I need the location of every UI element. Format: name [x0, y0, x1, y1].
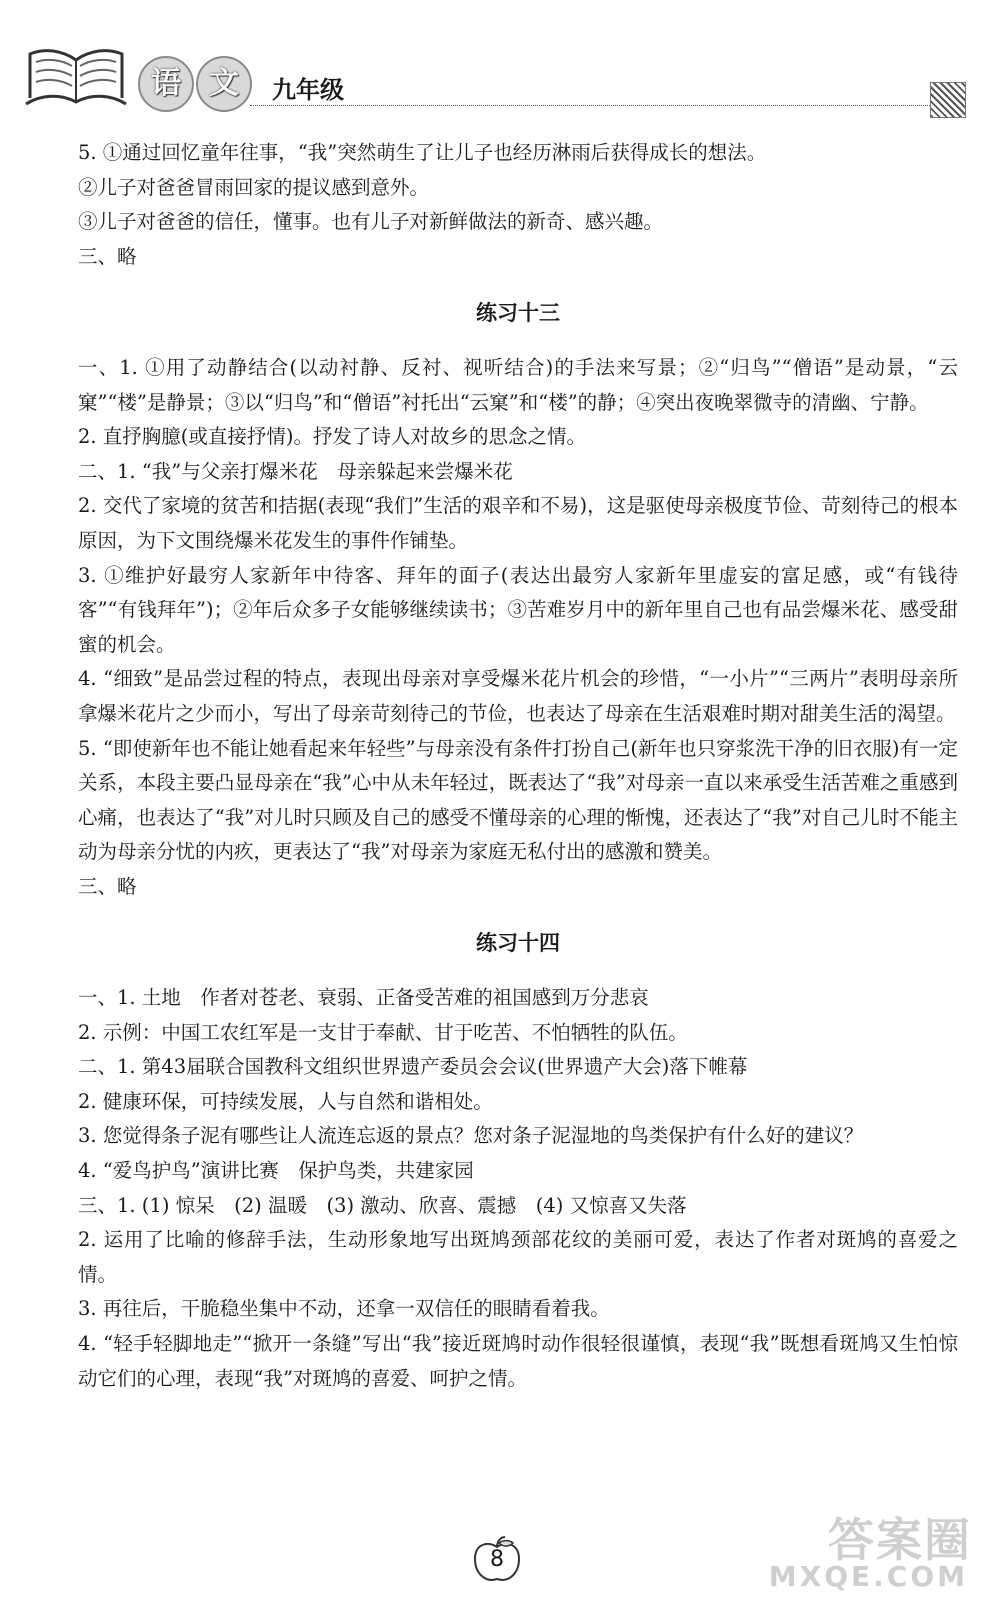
- answer-paragraph: 三、1. (1) 惊呆 (2) 温暖 (3) 激动、欣喜、震撼 (4) 又惊喜又失落: [78, 1193, 687, 1217]
- answer-paragraph: 2. 交代了家境的贫苦和拮据(表现“我们”生活的艰辛和不易)，这是驱使母亲极度节俭、苛刻待己的根本原因，为下文围绕爆米花发生的事件作铺垫。: [78, 494, 958, 552]
- answer-paragraph: 2. 示例：中国工农红军是一支甘于奉献、甘于吃苦、不怕牺牲的队伍。: [78, 1020, 688, 1044]
- page-header: [0, 0, 996, 130]
- answer-line: 三、略: [78, 244, 137, 268]
- open-book-icon: [22, 44, 130, 112]
- answer-paragraph: 2. 直抒胸臆(或直接抒情)。抒发了诗人对故乡的思念之情。: [78, 425, 587, 449]
- answer-paragraph: 2. 健康环保，可持续发展，人与自然和谐相处。: [78, 1089, 493, 1113]
- answer-paragraph: 二、1. 第43届联合国教科文组织世界遗产委员会会议(世界遗产大会)落下帷幕: [78, 1055, 748, 1079]
- answer-paragraph: 4. “轻手轻脚地走”“掀开一条缝”写出“我”接近斑鸠时动作很轻很谨慎，表现“我”既想看斑鸠又生怕惊动它们的心理，表现“我”对斑鸠的喜爱、呵护之情。: [78, 1332, 958, 1390]
- answer-line: 5. ①通过回忆童年往事，“我”突然萌生了让儿子也经历淋雨后获得成长的想法。: [78, 141, 767, 164]
- answer-paragraph: 一、1. 土地 作者对苍老、衰弱、正备受苦难的祖国感到万分悲哀: [78, 986, 649, 1010]
- corner-pattern-icon: [930, 82, 966, 118]
- page-content: [78, 136, 958, 1396]
- answer-paragraph: 二、1. “我”与父亲打爆米花 母亲躲起来尝爆米花: [78, 459, 513, 483]
- section-title-14: 练习十四: [476, 931, 560, 956]
- watermark-title: 答案圈: [828, 1513, 972, 1567]
- subject-char-1: 语: [138, 56, 194, 112]
- answer-paragraph: 2. 运用了比喻的修辞手法，生动形象地写出斑鸠颈部花纹的美丽可爱，表达了作者对斑鸠的喜爱之情。: [78, 1228, 958, 1286]
- answer-paragraph: 4. “爱鸟护鸟”演讲比赛 保护鸟类，共建家园: [78, 1159, 474, 1183]
- answer-line: ②儿子对爸爸冒雨回家的提议感到意外。: [78, 175, 430, 199]
- answer-paragraph: 三、略: [78, 874, 137, 898]
- section-title-13: 练习十三: [476, 301, 560, 326]
- answer-paragraph: 5. “即使新年也不能让她看起来年轻些”与母亲没有条件打扮自己(新年也只穿浆洗干净的旧衣服)有一定关系，本段主要凸显母亲在“我”心中从未年轻过，既表达了“我”对母亲一直以来承受生活苦难之重感到心痛，也表达了“我”对儿时只顾及自己的感受不懂母亲的心理的惭愧，还表达了“我”对自己儿时不能主动为母亲分忧的内疚，更表达了“我”对母亲为家庭无私付出的感激和赞美。: [78, 736, 958, 864]
- answer-paragraph: 3. ①维护好最穷人家新年中待客、拜年的面子(表达出最穷人家新年里虚妄的富足感，或“有钱待客”“有钱拜年”)；②年后众多子女能够继续读书；③苦难岁月中的新年里自己也有品尝爆米花、感受甜蜜的机会。: [78, 563, 958, 656]
- header-divider: [250, 105, 934, 106]
- page-number-text: 8: [490, 1547, 504, 1572]
- page-number: [469, 1535, 525, 1585]
- answer-paragraph: 3. 再往后，干脆稳坐集中不动，还拿一双信任的眼睛看着我。: [78, 1297, 610, 1321]
- subject-char-2: 文: [196, 56, 252, 112]
- watermark-logo: [732, 1504, 982, 1594]
- answer-paragraph: 4. “细致”是品尝过程的特点，表现出母亲对享受爆米花片机会的珍惜，“一小片”“三两片”表明母亲所拿爆米花片之少而小，写出了母亲苛刻待己的节俭，也表达了母亲在生活艰难时期对甜美生活的渴望。: [78, 667, 958, 725]
- grade-label: 九年级: [272, 76, 344, 104]
- answer-paragraph: 3. 您觉得条子泥有哪些让人流连忘返的景点？您对条子泥湿地的鸟类保护有什么好的建议？: [78, 1124, 864, 1148]
- answer-paragraph: 一、1. ①用了动静结合(以动衬静、反衬、视听结合)的手法来写景；②“归鸟”“僧语”是动景，“云窠”“楼”是静景；③以“归鸟”和“僧语”衬托出“云窠”和“楼”的静；④突出夜晚翠微寺的清幽、宁静。: [78, 355, 958, 414]
- answer-line: ③儿子对爸爸的信任，懂事。也有儿子对新鲜做法的新奇、感兴趣。: [78, 210, 664, 234]
- watermark-url: MXQE.COM: [768, 1560, 968, 1593]
